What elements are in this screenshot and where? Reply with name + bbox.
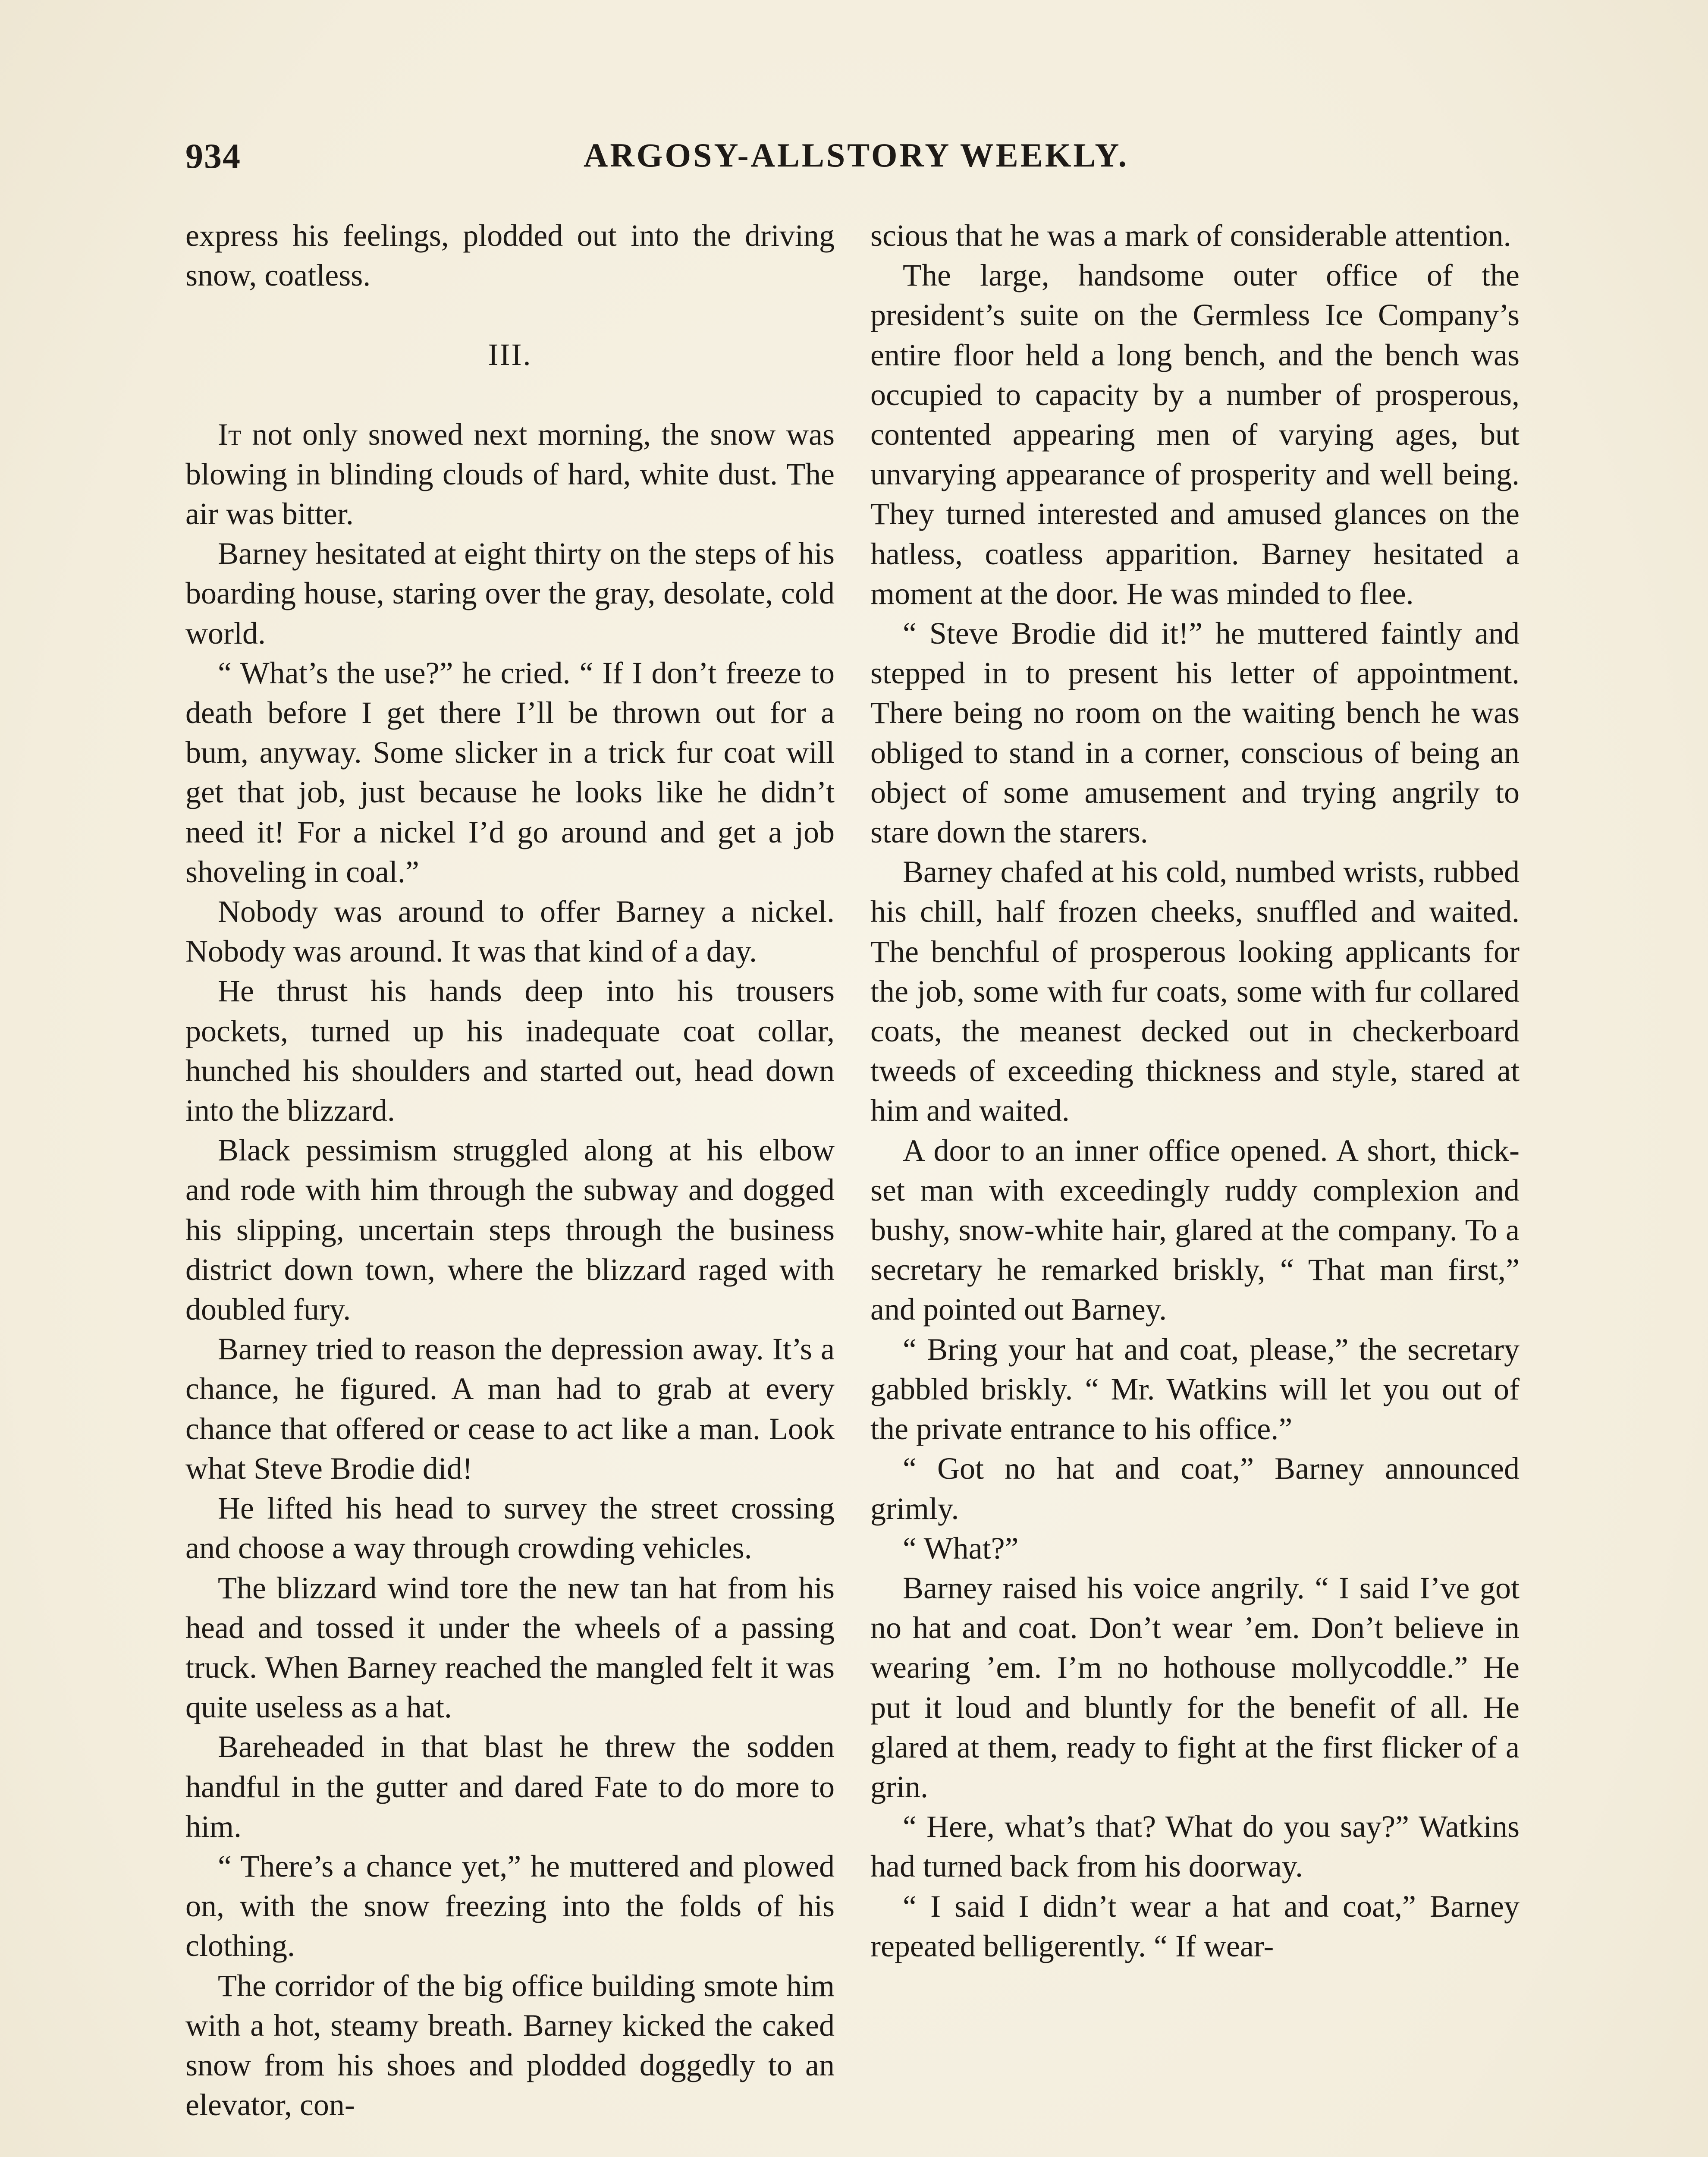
paragraph: Nobody was around to offer Barney a nickel. Nobody was around. It was that kind of a day. [185,894,835,969]
paragraph: “ Steve Brodie did it!” he muttered faintly and stepped in to present his letter of appointment. There being no room on the waiting bench he was obliged to stand in a corner, conscious of being an object of some amusement and trying angrily to stare down the starers. [870,616,1520,850]
paragraph: Barney chafed at his cold, numbed wrists, rubbed his chill, half frozen cheeks, snuffled and waited. The benchful of prosperous looking applicants for the job, some with fur coats, some with fur collared coats, the meanest decked out in checkerboard tweeds of exceeding thickness and style, stared at him and waited. [870,855,1520,1128]
paragraph: “ What?” [903,1531,1019,1566]
paragraph: The corridor of the big office building smote him with a hot, steamy breath. Barney kicked the caked snow from his shoes and plodded doggedly to an elevator, con- [185,1968,835,2122]
paragraph: “ Got no hat and coat,” Barney announced grimly. [870,1451,1520,1526]
paragraph: “ I said I didn’t wear a hat and coat,” Barney repeated belligerently. “ If wear- [870,1889,1520,1963]
paragraph: Barney raised his voice angrily. “ I said I’ve got no hat and coat. Don’t wear ’em. Don’t believe in wearing ’em. I’m no hothouse mollycoddle.” He put it loud and bluntly for the benefit of all. He glared at them, ready to fight at the first flicker of a grin. [870,1570,1520,1804]
paragraph: Barney hesitated at eight thirty on the steps of his boarding house, staring over the gray, desolate, cold world. [185,536,835,651]
paragraph: The large, handsome outer office of the president’s suite on the Germless Ice Company’s entire floor held a long bench, and the bench was occupied to capacity by a number of prosperous, contented appearing men of varying ages, but unvarying appearance of prosperity and well being. They turned interested and amused glances on the hatless, coatless apparition. Barney hesitated a moment at the door. He was minded to flee. [870,258,1520,611]
paragraph: Black pessimism struggled along at his elbow and rode with him through the subway and dogged his slipping, uncertain steps through the business district down town, where the blizzard raged with doubled fury. [185,1133,835,1327]
paragraph: “ Here, what’s that? What do you say?” Watkins had turned back from his doorway. [870,1809,1520,1884]
paragraph: “ What’s the use?” he cried. “ If I don’t freeze to death before I get there I’ll be thrown out for a bum, anyway. Some slicker in a trick fur coat will get that job, just because he looks like he didn’t need it! For a nickel I’d go around and get a job shoveling in coal.” [185,655,835,889]
paragraph: Bareheaded in that blast he threw the sodden handful in the gutter and dared Fate to do more to him. [185,1729,835,1844]
paragraph: He lifted his head to survey the street crossing and choose a way through crowding vehicles. [185,1491,835,1566]
paragraph: He thrust his hands deep into his trousers pockets, turned up his inadequate coat collar, hunched his shoulders and started out, head down into the blizzard. [185,974,835,1128]
paragraph [185,415,835,534]
paragraph: express his feelings, plodded out into the driving snow, coatless. [185,218,835,293]
paragraph: A door to an inner office opened. A short, thick-set man with exceedingly ruddy complexion and bushy, snow-white hair, glared at the company. To a secretary he remarked briskly, “ That man first,” and pointed out Barney. [870,1133,1520,1327]
page-header [185,136,1527,188]
right-column [870,216,1520,1966]
left-column [185,216,835,2125]
paragraph: The blizzard wind tore the new tan hat from his head and tossed it under the wheels of a passing truck. When Barney reached the mangled felt it was quite useless as a hat. [185,1570,835,1725]
section-heading: III. [488,337,532,372]
paragraph: “ Bring your hat and coat, please,” the secretary gabbled briskly. “ Mr. Watkins will let you out of the private entrance to his office.” [870,1332,1520,1446]
paragraph-text: not only snowed next morning, the snow was blowing in blinding clouds of hard, white dust. The air was bitter. [185,417,835,531]
paragraph: Barney tried to reason the depression away. It’s a chance, he figured. A man had to grab at every chance that offered or cease to act like a man. Look what Steve Brodie did! [185,1332,835,1486]
page-number: 934 [185,136,241,176]
paragraph: scious that he was a mark of considerable attention. [870,218,1511,253]
paragraph: “ There’s a chance yet,” he muttered and plowed on, with the snow freezing into the folds of his clothing. [185,1849,835,1963]
drop-lead-word: It [218,417,242,452]
running-head: ARGOSY-ALLSTORY WEEKLY. [584,136,1129,174]
